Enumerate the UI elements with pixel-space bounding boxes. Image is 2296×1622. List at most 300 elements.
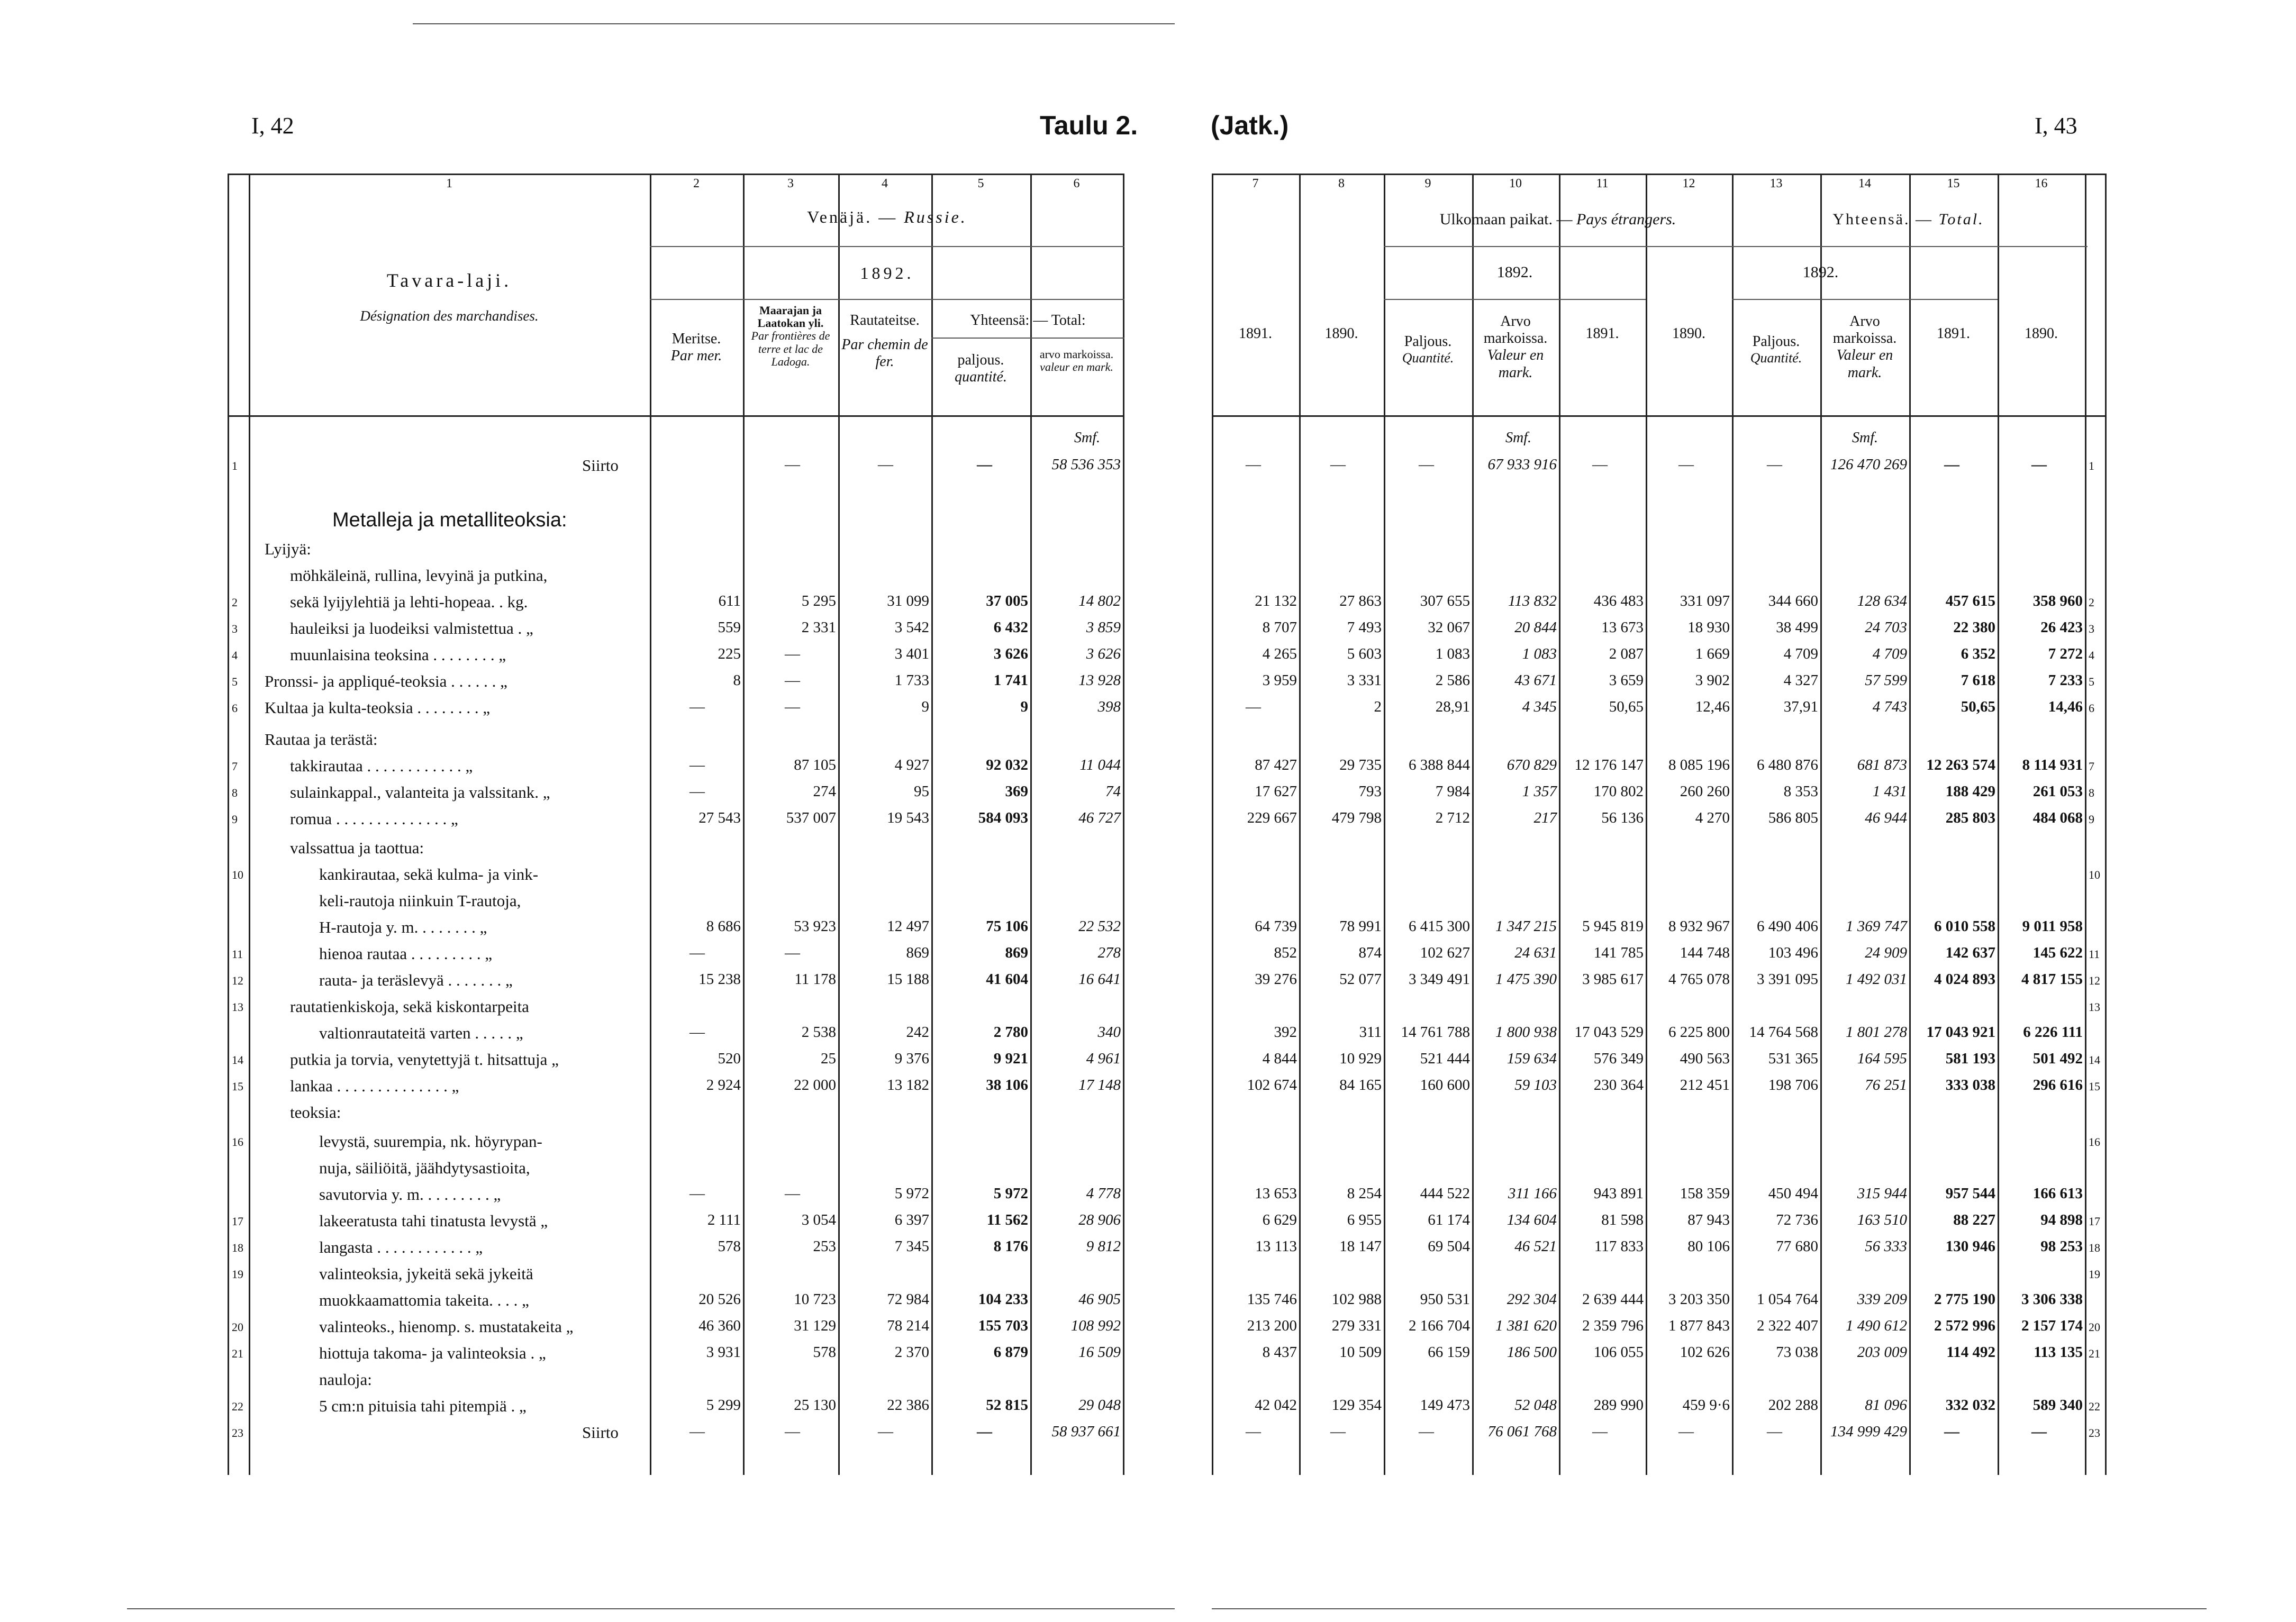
table-cell: 1 800 938 <box>1495 1024 1557 1041</box>
table-cell: 17 627 <box>1255 783 1297 800</box>
table-cell: — <box>785 645 800 662</box>
table-cell: 5 972 <box>894 1185 929 1202</box>
table-cell: 3 959 <box>1262 672 1297 689</box>
table-cell: 531 365 <box>1768 1050 1818 1067</box>
table-cell: 141 785 <box>1593 944 1644 961</box>
table-cell: 61 174 <box>1428 1211 1470 1228</box>
table-cell: 24 631 <box>1514 944 1557 961</box>
left-header-bottom-rule <box>228 415 1124 417</box>
table-cell: 4 265 <box>1262 645 1297 662</box>
table-cell: — <box>1678 1423 1694 1440</box>
table-cell: 14 761 788 <box>1401 1024 1470 1041</box>
right-year-rule-b <box>1732 299 1998 300</box>
row-label: nuja, säiliöitä, jäähdytysastioita, <box>319 1159 530 1177</box>
table-cell: 4 844 <box>1262 1050 1297 1067</box>
row-label: teoksia: <box>290 1103 341 1122</box>
table-cell: 217 <box>1533 809 1557 826</box>
table-cell: 331 097 <box>1680 593 1730 609</box>
table-cell: — <box>785 456 800 473</box>
left-label-sep <box>650 174 651 1475</box>
table-cell: 87 427 <box>1255 757 1297 773</box>
row-number: 1 <box>232 459 238 472</box>
header-paljous-total <box>1732 333 1820 366</box>
col-number: 12 <box>1682 177 1695 190</box>
table-cell: 52 048 <box>1514 1397 1557 1414</box>
table-cell: 59 103 <box>1514 1077 1557 1094</box>
top-rule <box>413 23 1175 24</box>
table-cell: 94 898 <box>2040 1211 2083 1228</box>
header-1890-foreign: 1890. <box>1672 325 1705 342</box>
row-label: sulainkappal., valanteita ja valssitank. „ <box>290 783 550 801</box>
table-cell: 78 214 <box>887 1317 929 1334</box>
header-foreign-fr: Pays étrangers. <box>1576 211 1676 228</box>
table-cell: 56 136 <box>1601 809 1644 826</box>
table-cell: 10 723 <box>794 1291 836 1308</box>
table-cell: 27 543 <box>698 809 741 826</box>
table-cell: 521 444 <box>1420 1050 1470 1067</box>
header-paljous-fr: quantité. <box>955 369 1007 386</box>
table-cell: 4 270 <box>1695 809 1730 826</box>
left-frame-left <box>228 174 229 1475</box>
row-number: 8 <box>232 786 238 799</box>
table-cell: 130 946 <box>1945 1238 1995 1255</box>
header-foreign <box>1384 211 1732 229</box>
table-cell: — <box>1330 1423 1346 1440</box>
table-cell: 3 985 617 <box>1582 971 1644 988</box>
header-tavara: Tavara-laji. <box>386 270 512 291</box>
table-cell: 11 044 <box>1079 757 1121 773</box>
table-title: Taulu 2. <box>1040 111 1138 140</box>
table-cell: 2 712 <box>1435 809 1470 826</box>
header-1891-russia: 1891. <box>1239 325 1272 342</box>
row-label: hiottuja takoma- ja valinteoksia . „ <box>319 1344 546 1362</box>
table-cell: 852 <box>1274 944 1297 961</box>
table-cell: 3 859 <box>1086 619 1121 636</box>
row-number: 20 <box>2089 1320 2100 1334</box>
table-cell: — <box>1419 456 1434 473</box>
table-cell: 74 <box>1105 783 1121 800</box>
table-cell: 2 639 444 <box>1582 1291 1644 1308</box>
table-cell: 344 660 <box>1768 593 1818 609</box>
table-cell: 80 106 <box>1687 1238 1730 1255</box>
row-number: 4 <box>232 649 238 662</box>
table-cell: 559 <box>718 619 741 636</box>
row-label: rauta- ja teräslevyä . . . . . . . „ <box>319 971 513 989</box>
table-cell: 8 932 967 <box>1668 918 1730 935</box>
table-cell: — <box>785 1423 800 1440</box>
table-cell: 2 780 <box>993 1024 1028 1041</box>
table-cell: 589 340 <box>2032 1397 2083 1414</box>
table-cell: 3 542 <box>894 619 929 636</box>
table-cell: 1 490 612 <box>1846 1317 1907 1334</box>
table-cell: 14,46 <box>2048 698 2083 715</box>
row-number: 22 <box>2089 1400 2100 1413</box>
row-number: 4 <box>2089 649 2094 662</box>
table-cell: 1 083 <box>1522 645 1557 662</box>
table-cell: 95 <box>914 783 929 800</box>
table-cell: — <box>689 757 705 773</box>
table-cell: 7 233 <box>2048 672 2083 689</box>
header-meritse-fr: Par mer. <box>670 348 722 365</box>
row-number: 20 <box>232 1320 243 1334</box>
currency-marker: Smf. <box>1505 430 1531 446</box>
header-arvo-foreign-fi: Arvo markoissa. <box>1483 313 1548 347</box>
row-number: 9 <box>2089 813 2094 826</box>
table-cell: 16 509 <box>1078 1344 1121 1361</box>
header-russia-fr: Russie. <box>904 207 967 226</box>
table-cell: 2 370 <box>894 1344 929 1361</box>
header-1890-total: 1890. <box>2025 325 2058 342</box>
table-cell: — <box>785 944 800 961</box>
col-number: 14 <box>1858 177 1871 190</box>
table-cell: 104 233 <box>978 1291 1028 1308</box>
row-label: keli-rautoja niinkuin T-rautoja, <box>319 891 521 910</box>
table-cell: 6 480 876 <box>1757 757 1818 773</box>
col-number: 16 <box>2035 177 2048 190</box>
row-label: sekä lyijylehtiä ja lehti-hopeaa. . kg. <box>290 593 528 611</box>
table-cell: 102 627 <box>1420 944 1470 961</box>
table-cell: 76 251 <box>1865 1077 1907 1094</box>
table-cell: 6 955 <box>1347 1211 1382 1228</box>
header-russia-fi: Venäjä. — <box>807 207 898 226</box>
table-cell: 3 391 095 <box>1757 971 1818 988</box>
table-cell: 4 024 893 <box>1934 971 1995 988</box>
header-1891-foreign: 1891. <box>1585 325 1619 342</box>
bottom-rule-right <box>1212 1608 2207 1609</box>
table-cell: 5 299 <box>706 1397 741 1414</box>
table-cell: 58 536 353 <box>1051 456 1121 473</box>
table-cell: 22 532 <box>1078 918 1121 935</box>
header-paljous-foreign-fi: Paljous. <box>1404 333 1452 350</box>
table-cell: 164 595 <box>1857 1050 1907 1067</box>
header-maarajan-fr: Par frontières de terre et lac de Ladoga. <box>751 329 830 368</box>
table-cell: 3 626 <box>1086 645 1121 662</box>
table-cell: 129 354 <box>1331 1397 1382 1414</box>
table-cell: 6 388 844 <box>1409 757 1470 773</box>
table-cell: 8 176 <box>993 1238 1028 1255</box>
table-cell: 114 492 <box>1946 1344 1995 1361</box>
row-number: 23 <box>232 1426 243 1439</box>
row-label: lankaa . . . . . . . . . . . . . . „ <box>290 1077 459 1095</box>
table-cell: 5 295 <box>801 593 836 609</box>
header-meritse-fi: Meritse. <box>671 331 721 347</box>
header-rautateitse <box>838 312 931 371</box>
table-cell: 135 746 <box>1247 1291 1297 1308</box>
header-designation: Désignation des marchandises. <box>360 308 539 324</box>
header-arvo-total-fr: Valeur en mark. <box>1836 347 1893 381</box>
table-cell: 2 359 796 <box>1582 1317 1644 1334</box>
header-maarajan <box>743 304 838 368</box>
header-total-group <box>1732 211 2085 229</box>
table-cell: — <box>1592 456 1608 473</box>
col-number: 9 <box>1424 177 1431 190</box>
col-number: 2 <box>693 177 700 190</box>
table-cell: 29 735 <box>1339 757 1382 773</box>
table-cell: — <box>1246 1423 1261 1440</box>
section-heading: Metalleja ja metalliteoksia: <box>332 509 567 531</box>
table-cell: 1 431 <box>1872 783 1907 800</box>
right-page-number: I, 43 <box>2035 113 2077 139</box>
row-number: 13 <box>232 1000 243 1014</box>
table-cell: 479 798 <box>1331 809 1382 826</box>
table-cell: 253 <box>813 1238 836 1255</box>
table-cell: 20 526 <box>698 1291 741 1308</box>
row-number: 10 <box>232 868 243 881</box>
table-cell: 296 616 <box>2032 1077 2083 1094</box>
table-cell: 12,46 <box>1695 698 1730 715</box>
table-cell: 16 641 <box>1078 971 1121 988</box>
table-cell: 8 <box>733 672 741 689</box>
table-cell: 292 304 <box>1507 1291 1557 1308</box>
header-paljous <box>931 352 1030 386</box>
table-cell: 6 397 <box>894 1211 929 1228</box>
table-cell: 1 381 620 <box>1495 1317 1557 1334</box>
table-cell: 13 113 <box>1255 1238 1297 1255</box>
col-number: 4 <box>882 177 888 190</box>
row-label: 5 cm:n pituisia tahi pitempiä . „ <box>319 1397 527 1415</box>
table-title-continued: (Jatk.) <box>1211 111 1289 140</box>
table-cell: 9 011 958 <box>2022 918 2083 935</box>
col-number: 5 <box>977 177 984 190</box>
row-number: 14 <box>232 1053 243 1067</box>
table-cell: 18 930 <box>1687 619 1730 636</box>
table-cell: 3 401 <box>894 645 929 662</box>
table-cell: 1 369 747 <box>1846 918 1907 935</box>
table-cell: 76 061 768 <box>1487 1423 1557 1440</box>
table-cell: 5 945 819 <box>1582 918 1644 935</box>
table-cell: 22 000 <box>794 1077 836 1094</box>
table-cell: — <box>878 1423 893 1440</box>
row-label: hauleiksi ja luodeiksi valmistettua . „ <box>290 619 533 637</box>
row-number: 5 <box>232 675 238 688</box>
table-cell: 457 615 <box>1945 593 1995 609</box>
row-label: valtionrautateitä varten . . . . . „ <box>319 1024 523 1042</box>
table-cell: 29 048 <box>1078 1397 1121 1414</box>
row-label: lakeeratusta tahi tinatusta levystä „ <box>319 1211 548 1230</box>
table-cell: 142 637 <box>1945 944 1995 961</box>
table-cell: 8 437 <box>1262 1344 1297 1361</box>
table-cell: — <box>689 944 705 961</box>
table-cell: 7 272 <box>2048 645 2083 662</box>
header-arvo-total <box>1820 313 1909 381</box>
bottom-rule-left <box>127 1608 1175 1609</box>
table-cell: 869 <box>1005 944 1028 961</box>
table-cell: 72 736 <box>1776 1211 1818 1228</box>
table-cell: 5 972 <box>993 1185 1028 1202</box>
table-cell: 144 748 <box>1680 944 1730 961</box>
row-number: 17 <box>2089 1215 2100 1228</box>
table-cell: 2 924 <box>706 1077 741 1094</box>
table-cell: — <box>1767 1423 1782 1440</box>
table-cell: 459 9·6 <box>1682 1397 1730 1414</box>
header-rautateitse-fi: Rautateitse. <box>850 312 920 329</box>
table-cell: 1 741 <box>993 672 1028 689</box>
table-cell: 84 165 <box>1339 1077 1382 1094</box>
table-cell: 3 626 <box>993 645 1028 662</box>
header-paljous-foreign-fr: Quantité. <box>1402 350 1454 366</box>
table-cell: 444 522 <box>1420 1185 1470 1202</box>
right-year-rule-a <box>1384 299 1646 300</box>
table-cell: 2 538 <box>801 1024 836 1041</box>
table-cell: 56 333 <box>1865 1238 1907 1255</box>
row-number: 11 <box>232 947 243 961</box>
table-cell: — <box>1944 456 1959 473</box>
table-cell: 340 <box>1097 1024 1121 1041</box>
table-cell: 260 260 <box>1680 783 1730 800</box>
table-cell: 1 347 215 <box>1495 918 1557 935</box>
table-cell: 128 634 <box>1857 593 1907 609</box>
table-cell: 13 653 <box>1255 1185 1297 1202</box>
row-label: muunlaisina teoksina . . . . . . . . „ <box>290 645 506 664</box>
table-cell: 1 475 390 <box>1495 971 1557 988</box>
table-cell: — <box>1330 456 1346 473</box>
table-cell: 3 931 <box>706 1344 741 1361</box>
table-cell: 42 042 <box>1255 1397 1297 1414</box>
table-cell: 8 353 <box>1783 783 1818 800</box>
table-cell: — <box>785 1185 800 1202</box>
table-cell: 369 <box>1005 783 1028 800</box>
table-cell: 2 586 <box>1435 672 1470 689</box>
table-cell: 158 359 <box>1680 1185 1730 1202</box>
table-cell: 31 099 <box>887 593 929 609</box>
table-cell: 43 671 <box>1514 672 1557 689</box>
table-cell: 22 380 <box>1953 619 1995 636</box>
table-cell: 333 038 <box>1945 1077 1995 1094</box>
table-cell: — <box>689 1024 705 1041</box>
table-cell: 6 225 800 <box>1668 1024 1730 1041</box>
row-number: 14 <box>2089 1053 2100 1067</box>
row-label: Pronssi- ja appliqué-teoksia . . . . . . „ <box>265 672 507 690</box>
left-page-number: I, 42 <box>251 113 294 139</box>
row-label: valssattua ja taottua: <box>290 839 424 857</box>
table-cell: 4 927 <box>894 757 929 773</box>
table-cell: 46 905 <box>1078 1291 1121 1308</box>
table-cell: 7 345 <box>894 1238 929 1255</box>
table-cell: 102 674 <box>1247 1077 1297 1094</box>
table-cell: 31 129 <box>794 1317 836 1334</box>
left-rownum-sep <box>249 174 250 1475</box>
row-number: 13 <box>2089 1000 2100 1014</box>
table-cell: 8 707 <box>1262 619 1297 636</box>
table-cell: 81 096 <box>1865 1397 1907 1414</box>
table-cell: 1 357 <box>1522 783 1557 800</box>
row-number: 17 <box>232 1215 243 1228</box>
table-cell: 50,65 <box>1961 698 1995 715</box>
table-cell: 28 906 <box>1078 1211 1121 1228</box>
table-cell: 41 604 <box>986 971 1028 988</box>
table-cell: 155 703 <box>978 1317 1028 1334</box>
table-cell: 134 604 <box>1507 1211 1557 1228</box>
col-number: 1 <box>446 177 452 190</box>
table-cell: 1 877 843 <box>1668 1317 1730 1334</box>
table-cell: 53 923 <box>794 918 836 935</box>
col-number: 6 <box>1073 177 1080 190</box>
col-number: 11 <box>1596 177 1609 190</box>
row-number: 19 <box>232 1268 243 1281</box>
table-cell: 2 331 <box>801 619 836 636</box>
table-cell: 2 166 704 <box>1409 1317 1470 1334</box>
table-cell: 17 043 921 <box>1926 1024 1995 1041</box>
row-label: Lyijyä: <box>265 540 311 558</box>
table-cell: 186 500 <box>1507 1344 1557 1361</box>
table-cell: 307 655 <box>1420 593 1470 609</box>
table-cell: 28,91 <box>1435 698 1470 715</box>
table-cell: 311 166 <box>1508 1185 1557 1202</box>
row-label: H-rautoja y. m. . . . . . . . „ <box>319 918 487 936</box>
table-cell: 4 345 <box>1522 698 1557 715</box>
row-number: 6 <box>2089 701 2094 715</box>
table-cell: 584 093 <box>978 809 1028 826</box>
header-arvo-foreign-fr: Valeur en mark. <box>1487 347 1544 381</box>
table-cell: 38 106 <box>986 1077 1028 1094</box>
table-cell: 32 067 <box>1428 619 1470 636</box>
table-cell: 6 490 406 <box>1757 918 1818 935</box>
table-cell: 13 928 <box>1078 672 1121 689</box>
header-paljous-fi: paljous. <box>957 352 1004 368</box>
table-cell: 339 209 <box>1857 1291 1907 1308</box>
table-cell: 8 254 <box>1347 1185 1382 1202</box>
table-cell: 12 176 147 <box>1574 757 1644 773</box>
row-number: 2 <box>232 596 238 609</box>
table-cell: 24 909 <box>1865 944 1907 961</box>
right-group-rule <box>1384 246 2088 247</box>
table-cell: 578 <box>718 1238 741 1255</box>
left-year-rule <box>650 299 1124 300</box>
table-cell: 145 622 <box>2032 944 2083 961</box>
table-cell: 26 423 <box>2040 619 2083 636</box>
table-cell: 6 226 111 <box>2023 1024 2083 1041</box>
header-1890-russia: 1890. <box>1324 325 1358 342</box>
table-cell: 537 007 <box>786 809 836 826</box>
row-number: 16 <box>2089 1135 2100 1149</box>
table-cell: 98 253 <box>2040 1238 2083 1255</box>
table-cell: 9 <box>921 698 929 715</box>
table-cell: 274 <box>813 783 836 800</box>
row-number: 15 <box>2089 1080 2100 1093</box>
table-cell: 874 <box>1358 944 1382 961</box>
row-label: valinteoks., hienomp. s. mustatakeita „ <box>319 1317 574 1336</box>
table-cell: 106 055 <box>1593 1344 1644 1361</box>
header-arvo-foreign <box>1472 313 1559 381</box>
table-cell: 117 833 <box>1594 1238 1644 1255</box>
table-cell: 11 562 <box>986 1211 1028 1228</box>
table-cell: 2 775 190 <box>1934 1291 1995 1308</box>
table-cell: 285 803 <box>1945 809 1995 826</box>
table-cell: 311 <box>1359 1024 1382 1041</box>
table-cell: — <box>977 456 992 473</box>
row-number: 7 <box>2089 760 2094 773</box>
table-cell: 46 944 <box>1865 809 1907 826</box>
table-cell: 315 944 <box>1857 1185 1907 1202</box>
table-cell: 586 805 <box>1768 809 1818 826</box>
table-cell: 450 494 <box>1768 1185 1818 1202</box>
table-cell: 21 132 <box>1255 593 1297 609</box>
right-rownum-sep <box>2085 174 2086 1475</box>
row-label: kankirautaa, sekä kulma- ja vink- <box>319 865 539 883</box>
table-cell: 188 429 <box>1945 783 1995 800</box>
table-cell: 37 005 <box>986 593 1028 609</box>
header-yhteensa: Yhteensä: — Total: <box>970 312 1086 329</box>
table-cell: 869 <box>906 944 929 961</box>
table-cell: 1 801 278 <box>1846 1024 1907 1041</box>
table-cell: 578 <box>813 1344 836 1361</box>
row-label: muokkaamattomia takeita. . . . „ <box>319 1291 529 1309</box>
table-cell: 279 331 <box>1331 1317 1382 1334</box>
right-frame-right <box>2105 174 2107 1475</box>
currency-marker: Smf. <box>1852 430 1878 446</box>
table-cell: 9 376 <box>894 1050 929 1067</box>
table-cell: — <box>1419 1423 1434 1440</box>
